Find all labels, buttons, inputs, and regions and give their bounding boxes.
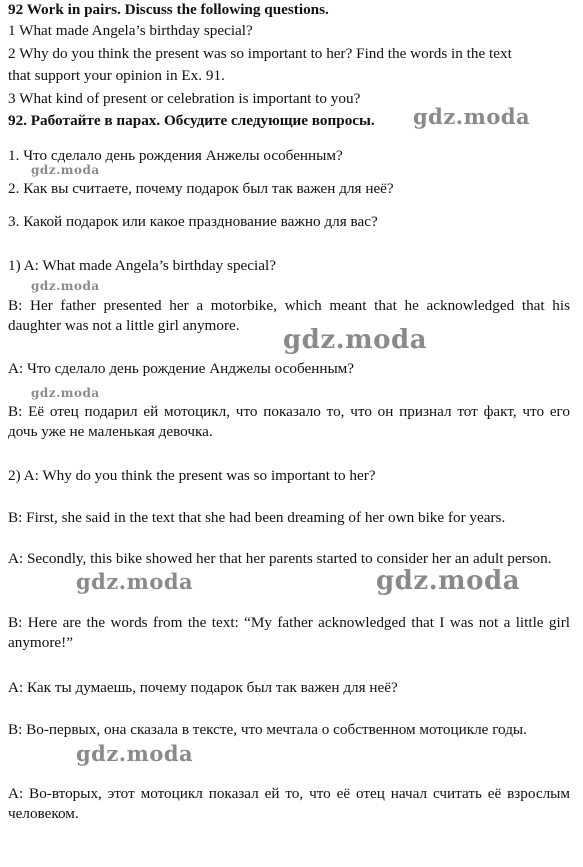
question-3-ru: 3. Какой подарок или какое празднование важно для вас? [8,213,378,230]
answer-1-response: B: Her father presented her a motorbike, which meant that he acknowledged that his daughter was not a little girl anymore. [8,297,570,334]
watermark: gdz.moda [413,104,531,129]
watermark: gdz.moda [376,566,521,596]
watermark: gdz.moda [283,325,428,355]
answer-2-followup-ru: А: Во-вторых, этот мотоцикл показал ей то, что её отец начал считать её взрослым человеком. [8,785,570,822]
exercise-heading: 92 Work in pairs. Discuss the following questions. [8,1,329,18]
watermark: gdz.moda [76,741,194,766]
answer-1-response-ru: В: Её отец подарил ей мотоцикл, что показало то, что он признал тот факт, что его дочь уже не маленькая девочка. [8,403,570,440]
watermark: gdz.moda [31,279,100,293]
watermark: gdz.moda [76,569,194,594]
question-1-ru: 1. Что сделало день рождения Анжелы особенным? [8,147,343,164]
answer-2-followup: A: Secondly, this bike showed her that her parents started to consider her an adult person. [8,550,552,567]
exercise-heading-ru: 92. Работайте в парах. Обсудите следующие вопросы. [8,112,375,129]
watermark: gdz.moda [31,386,100,400]
question-2-ru: 2. Как вы считаете, почему подарок был так важен для неё? [8,180,394,197]
watermark: gdz.moda [31,163,100,177]
question-2-line-1: 2 Why do you think the present was so important to her? Find the words in the text [8,45,512,62]
answer-1-question-ru: А: Что сделало день рождение Анджелы особенным? [8,360,355,377]
answer-2-question: 2) A: Why do you think the present was so important to her? [8,467,376,484]
answer-2-question-ru: А: Как ты думаешь, почему подарок был так важен для неё? [8,679,398,696]
answer-2-response-ru: В: Во-первых, она сказала в тексте, что мечтала о собственном мотоцикле годы. [8,721,527,738]
answer-2-quote: B: Here are the words from the text: “My father acknowledged that I was not a little girl anymore!” [8,614,570,651]
question-1: 1 What made Angela’s birthday special? [8,22,253,39]
answer-1-question: 1) A: What made Angela’s birthday special? [8,257,276,274]
question-3: 3 What kind of present or celebration is important to you? [8,90,361,107]
question-2-line-2: that support your opinion in Ex. 91. [8,67,225,84]
answer-2-response: B: First, she said in the text that she had been dreaming of her own bike for years. [8,509,506,526]
